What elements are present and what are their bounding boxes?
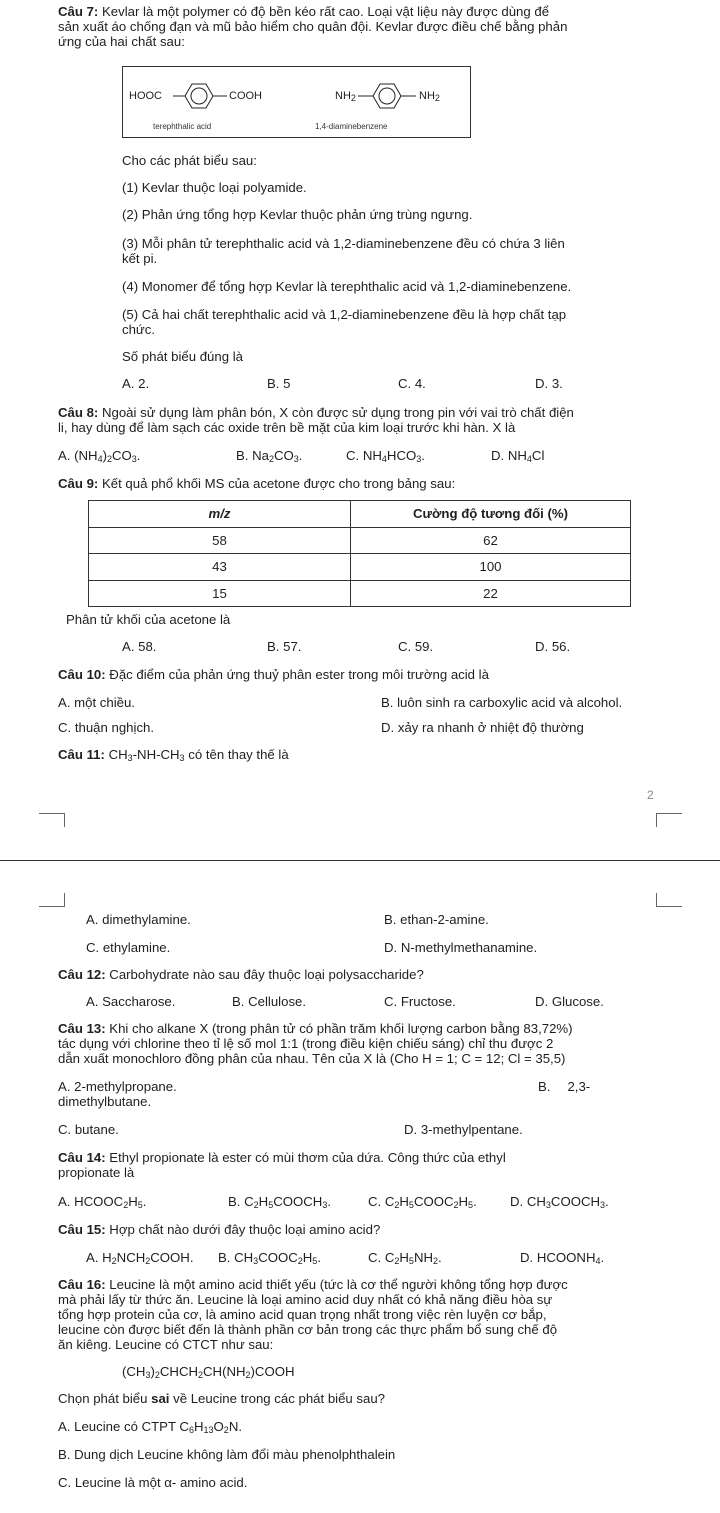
q13-option-b-cont: dimethylbutane. <box>58 1094 152 1109</box>
q9-option-a[interactable]: A. 58. <box>122 639 157 654</box>
q15-option-a[interactable]: A. $H_2NCH_2COOH$. <box>86 1250 194 1266</box>
q11-option-d[interactable]: D. N-methylmethanamine. <box>384 940 538 955</box>
q7-option-c[interactable]: C. 4. <box>398 376 426 391</box>
struct2-name: 1,4-diaminebenzene <box>315 122 388 131</box>
statement-4: (4) Monomer để tổng hợp Kevlar là terephthalic acid và 1,2-diaminebenzene. <box>122 279 572 294</box>
q11-option-c[interactable]: C. ethylamine. <box>86 940 171 955</box>
crop-mark <box>656 893 682 907</box>
q13-line3: dẫn xuất monochloro đồng phân của nhau. Tên của X là (Cho H = 1; C = 12; Cl = 35,5) <box>58 1051 566 1066</box>
table-cell: 58 <box>89 527 351 554</box>
q7-question: Số phát biểu đúng là <box>122 349 243 364</box>
statement-2: (2) Phản ứng tổng hợp Kevlar thuộc phản ứng trùng ngưng. <box>122 207 473 222</box>
q13-option-c[interactable]: C. butane. <box>58 1122 119 1137</box>
q7-option-d[interactable]: D. 3. <box>535 376 563 391</box>
q16-line1: Câu 16: Leucine là một amino acid thiết yếu (tức là cơ thể người không tổng hợp được <box>58 1277 568 1292</box>
table-cell: 22 <box>351 580 631 607</box>
table-cell: 43 <box>89 554 351 581</box>
q12-option-b[interactable]: B. Cellulose. <box>232 994 307 1009</box>
q10-option-d[interactable]: D. xảy ra nhanh ở nhiệt độ thường <box>381 720 584 735</box>
q14-option-d[interactable]: D. $CH_3COOCH_3$. <box>510 1194 609 1210</box>
table-row <box>89 554 631 581</box>
table-row <box>89 527 631 554</box>
q7-line1: Câu 7: Kevlar là một polymer có độ bền kéo rất cao. Loại vật liệu này được dùng để <box>58 4 550 19</box>
q7-option-a[interactable]: A. 2. <box>122 376 150 391</box>
q14-line1: Câu 14: Ethyl propionate là ester có mùi thơm của dứa. Công thức của ethyl <box>58 1150 506 1165</box>
q13-option-a[interactable]: A. 2-methylpropane. <box>58 1079 177 1094</box>
struct2-left: $NH_2$ <box>335 90 356 103</box>
q16-option-b[interactable]: B. Dung dịch Leucine không làm đổi màu phenolphthalein <box>58 1447 396 1462</box>
ms-table <box>88 500 631 607</box>
leucine-formula: $(CH_3)_2CHCH_2CH(NH_2)COOH$ <box>122 1364 295 1380</box>
struct1-left: HOOC <box>129 90 162 102</box>
statement-3a: (3) Mỗi phân tử terephthalic acid và 1,2-diaminebenzene đều có chứa 3 liên <box>122 236 565 251</box>
crop-mark <box>656 813 682 827</box>
q7-line3: ứng của hai chất sau: <box>58 34 185 49</box>
q7-intro: Cho các phát biểu sau: <box>122 153 257 168</box>
q15-option-d[interactable]: D. $HCOONH_4$. <box>520 1250 605 1266</box>
struct2-right: $NH_2$ <box>419 90 440 103</box>
table-cell: 15 <box>89 580 351 607</box>
q12-option-c[interactable]: C. Fructose. <box>384 994 456 1009</box>
q9-option-c[interactable]: C. 59. <box>398 639 434 654</box>
q14-option-a[interactable]: A. $HCOOC_2H_5$. <box>58 1194 147 1210</box>
q13-option-b[interactable]: B. 2,3- <box>538 1079 591 1094</box>
col-intensity: Cường độ tương đối (%) <box>351 501 631 528</box>
q8-option-b[interactable]: B. $Na_2CO_3$. <box>236 448 303 464</box>
q16-option-a[interactable]: A. Leucine có CTPT $C_6H_{13}O_2N$. <box>58 1419 242 1435</box>
q8-option-a[interactable]: A. $(NH_4)_2CO_3$. <box>58 448 141 464</box>
q8-option-c[interactable]: C. $NH_4HCO_3$. <box>346 448 425 464</box>
q7-line2: sản xuất áo chống đạn và mũ bảo hiểm cho quân đội. Kevlar được điều chế bằng phản <box>58 19 568 34</box>
struct1-right: COOH <box>229 90 262 102</box>
q10-option-a[interactable]: A. một chiều. <box>58 695 135 710</box>
q10-option-c[interactable]: C. thuận nghịch. <box>58 720 155 735</box>
q16-option-c[interactable]: C. Leucine là một α- amino acid. <box>58 1475 248 1490</box>
q16-line5: ăn kiêng. Leucine có CTCT như sau: <box>58 1337 274 1352</box>
q16-question: Chọn phát biểu sai về Leucine trong các phát biểu sau? <box>58 1391 386 1406</box>
q12-text: Câu 12: Carbohydrate nào sau đây thuộc loại polysaccharide? <box>58 967 424 982</box>
q14-option-b[interactable]: B. $C_2H_5COOCH_3$. <box>228 1194 331 1210</box>
statement-5b: chức. <box>122 322 156 337</box>
q11-option-b[interactable]: B. ethan-2-amine. <box>384 912 489 927</box>
q15-option-c[interactable]: C. $C_2H_5NH_2$. <box>368 1250 442 1266</box>
structures-figure <box>122 66 471 138</box>
q14-line2: propionate là <box>58 1165 135 1180</box>
table-header-row <box>89 501 631 528</box>
q16-line2: mà phải lấy từ thức ăn. Leucine là loại amino acid duy nhất có khả năng điều hòa sự <box>58 1292 553 1307</box>
page-number: 2 <box>647 788 654 802</box>
table-row <box>89 580 631 607</box>
q9-text: Câu 9: Kết quả phổ khối MS của acetone được cho trong bảng sau: <box>58 476 456 491</box>
q15-option-b[interactable]: B. $CH_3COOC_2H_5$. <box>218 1250 321 1266</box>
q13-line2: tác dụng với chlorine theo tỉ lệ số mol 1:1 (trong điều kiện chiếu sáng) chỉ thu được 2 <box>58 1036 554 1051</box>
statement-3b: kết pi. <box>122 251 158 266</box>
table-cell: 62 <box>351 527 631 554</box>
q12-option-a[interactable]: A. Saccharose. <box>86 994 176 1009</box>
q14-option-c[interactable]: C. $C_2H_5COOC_2H_5$. <box>368 1194 477 1210</box>
crop-mark <box>39 893 65 907</box>
q9-option-b[interactable]: B. 57. <box>267 639 302 654</box>
q11-option-a[interactable]: A. dimethylamine. <box>86 912 191 927</box>
q16-line3: tổng hợp protein của cơ, là amino acid quan trọng nhất trong việc rèn luyện cơ bắp, <box>58 1307 547 1322</box>
statement-5a: (5) Cả hai chất terephthalic acid và 1,2-diaminebenzene đều là hợp chất tạp <box>122 307 567 322</box>
q16-line4: leucine còn được biết đến là thành phần cơ bản trong các thực phẩm bổ sung chế độ <box>58 1322 558 1337</box>
q10-option-b[interactable]: B. luôn sinh ra carboxylic acid và alcohol. <box>381 695 623 710</box>
struct1-name: terephthalic acid <box>153 122 212 131</box>
q7-option-b[interactable]: B. 5 <box>267 376 291 391</box>
col-mz: m/z <box>89 501 351 528</box>
q9-question: Phân tử khối của acetone là <box>66 612 231 627</box>
table-cell: 100 <box>351 554 631 581</box>
q8-line2: li, hay dùng để làm sạch các oxide trên bề mặt của kim loại trước khi hàn. X là <box>58 420 516 435</box>
crop-mark <box>39 813 65 827</box>
q9-option-d[interactable]: D. 56. <box>535 639 571 654</box>
q8-line1: Câu 8: Ngoài sử dụng làm phân bón, X còn được sử dụng trong pin với vai trò chất điện <box>58 405 574 420</box>
page-break <box>0 860 720 861</box>
q10-text: Câu 10: Đặc điểm của phản ứng thuỷ phân ester trong môi trường acid là <box>58 667 489 682</box>
q12-option-d[interactable]: D. Glucose. <box>535 994 604 1009</box>
q13-line1: Câu 13: Khi cho alkane X (trong phân tử có phần trăm khối lượng carbon bằng 83,72%) <box>58 1021 573 1036</box>
statement-1: (1) Kevlar thuộc loại polyamide. <box>122 180 307 195</box>
q8-option-d[interactable]: D. $NH_4Cl$ <box>491 448 545 464</box>
q11-text: Câu 11: $CH_3-NH-CH_3$ có tên thay thế là <box>58 747 289 763</box>
q13-option-d[interactable]: D. 3-methylpentane. <box>404 1122 523 1137</box>
q15-text: Câu 15: Hợp chất nào dưới đây thuộc loại amino acid? <box>58 1222 381 1237</box>
